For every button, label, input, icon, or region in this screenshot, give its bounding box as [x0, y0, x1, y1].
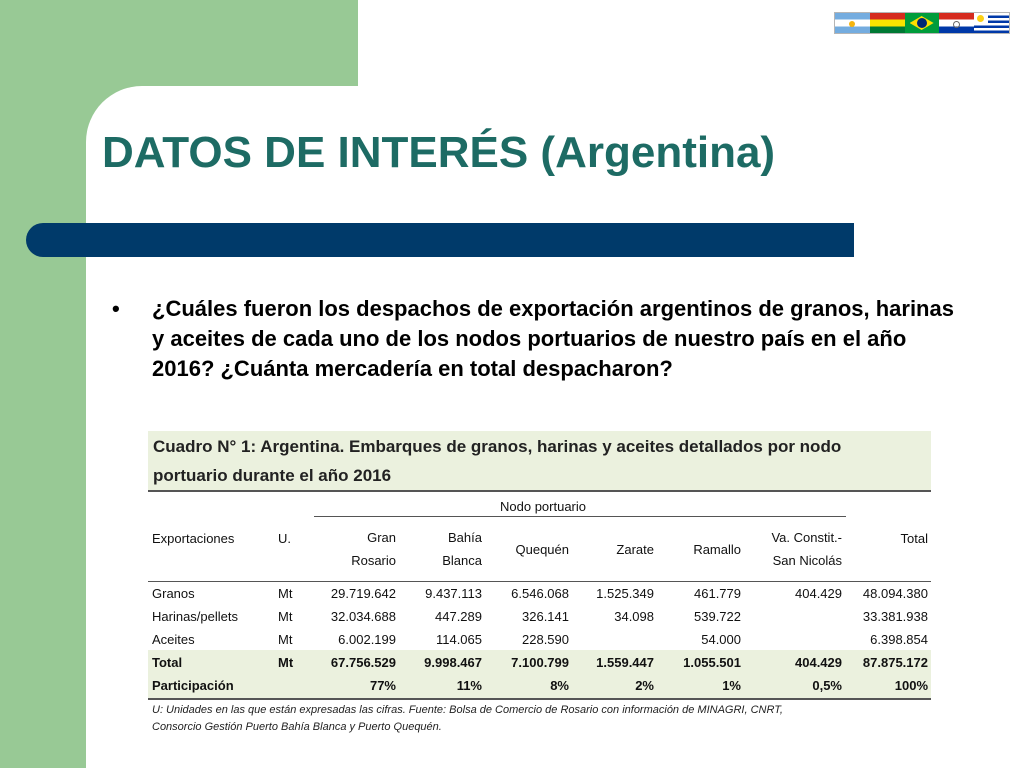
- table-row-value: 9.437.113: [425, 586, 482, 601]
- table-row-participacion-label: Participación: [152, 678, 234, 693]
- group-header-rule: [314, 516, 846, 517]
- header-gran-rosario-1: Gran: [367, 530, 396, 545]
- table-row-unit: Mt: [278, 632, 293, 647]
- table-row-total-label: Total: [152, 655, 183, 670]
- table-row-label: Aceites: [152, 632, 195, 647]
- header-exportaciones: Exportaciones: [152, 531, 235, 546]
- table-row-total-value: 7.100.799: [511, 655, 569, 670]
- table-row-total-value: 87.875.172: [862, 655, 928, 670]
- table-row-participacion-value: 2%: [635, 678, 654, 693]
- header-bottom-rule: [148, 581, 931, 582]
- table-row-value: 48.094.380: [862, 586, 928, 601]
- table-row-label: Harinas/pellets: [152, 609, 238, 624]
- table-row-participacion-value: 0,5%: [812, 678, 842, 693]
- table-row-participacion-value: 1%: [722, 678, 741, 693]
- table-row-total-value: 1.055.501: [683, 655, 741, 670]
- bullet-question: ¿Cuáles fueron los despachos de exportación argentinos de granos, harinas y aceites de cada uno de los nodos portuarios de nuestro país en el año 2016? ¿Cuánta mercadería en total despacharon?: [152, 296, 954, 381]
- table-row-value: 326.141: [522, 609, 569, 624]
- argentina-flag: [835, 13, 870, 33]
- title-underline-bar: [26, 223, 854, 257]
- header-unit: U.: [278, 531, 291, 546]
- header-bahia-blanca-1: Bahía: [448, 530, 482, 545]
- table-row-label: Granos: [152, 586, 195, 601]
- header-zarate: Zarate: [616, 542, 654, 557]
- table-bottom-rule: [148, 698, 931, 700]
- slide-title: DATOS DE INTERÉS (Argentina): [102, 128, 776, 177]
- header-quequen: Quequén: [515, 542, 569, 557]
- table-row-unit: Mt: [278, 586, 293, 601]
- table-row-value: 34.098: [614, 609, 654, 624]
- flags-strip: [834, 12, 1010, 34]
- header-gran-rosario-2: Rosario: [351, 553, 396, 568]
- export-table: [148, 431, 931, 737]
- table-row-value: 54.000: [701, 632, 741, 647]
- table-caption: [148, 431, 931, 492]
- table-source-note-line1: U: Unidades en las que están expresadas las cifras. Fuente: Bolsa de Comercio de Rosario con información de MINAGRI, CNRT,: [152, 704, 783, 716]
- table-row-value: 539.722: [694, 609, 741, 624]
- bullet-marker: •: [112, 296, 120, 321]
- header-total: Total: [900, 531, 928, 546]
- table-row-value: 6.398.854: [870, 632, 928, 647]
- uruguay-flag: [974, 13, 1009, 33]
- header-va-constit-1: Va. Constit.-: [771, 530, 842, 545]
- table-row-value: 6.002.199: [338, 632, 396, 647]
- table-row-participacion-value: 77%: [369, 678, 396, 693]
- table-row-value: 404.429: [795, 586, 842, 601]
- table-row-total-value: 67.756.529: [330, 655, 396, 670]
- table-row-participacion-value: 11%: [456, 678, 482, 693]
- table-row-value: 33.381.938: [862, 609, 928, 624]
- header-nodo-portuario: Nodo portuario: [500, 499, 586, 514]
- table-row-total-value: 1.559.447: [596, 655, 654, 670]
- paraguay-flag: [939, 13, 974, 33]
- table-row-value: 6.546.068: [511, 586, 569, 601]
- table-row-total-value: 404.429: [795, 655, 842, 670]
- header-ramallo: Ramallo: [693, 542, 741, 557]
- table-row-value: 29.719.642: [330, 586, 396, 601]
- table-row-value: 461.779: [694, 586, 741, 601]
- table-row-value: 114.065: [435, 632, 482, 647]
- table-row-unit: Mt: [278, 609, 293, 624]
- table-row-value: 32.034.688: [330, 609, 396, 624]
- table-row-total-value: 9.998.467: [424, 655, 482, 670]
- table-caption-line1: Cuadro N° 1: Argentina. Embarques de granos, harinas y aceites detallados por nodo: [153, 437, 842, 456]
- table-row-value: 447.289: [435, 609, 482, 624]
- header-va-constit-2: San Nicolás: [772, 553, 842, 568]
- header-bahia-blanca-2: Blanca: [442, 553, 482, 568]
- table-row-value: 228.590: [522, 632, 569, 647]
- table-caption-line2: portuario durante el año 2016: [153, 466, 392, 485]
- bolivia-flag: [870, 13, 905, 33]
- table-row-participacion-value: 8%: [550, 678, 569, 693]
- table-source-note-line2: Consorcio Gestión Puerto Bahía Blanca y Puerto Quequén.: [152, 721, 442, 733]
- brazil-flag: [905, 13, 940, 33]
- table-row-participacion-value: 100%: [894, 678, 928, 693]
- table-row-total-unit: Mt: [278, 655, 294, 670]
- table-row-value: 1.525.349: [596, 586, 654, 601]
